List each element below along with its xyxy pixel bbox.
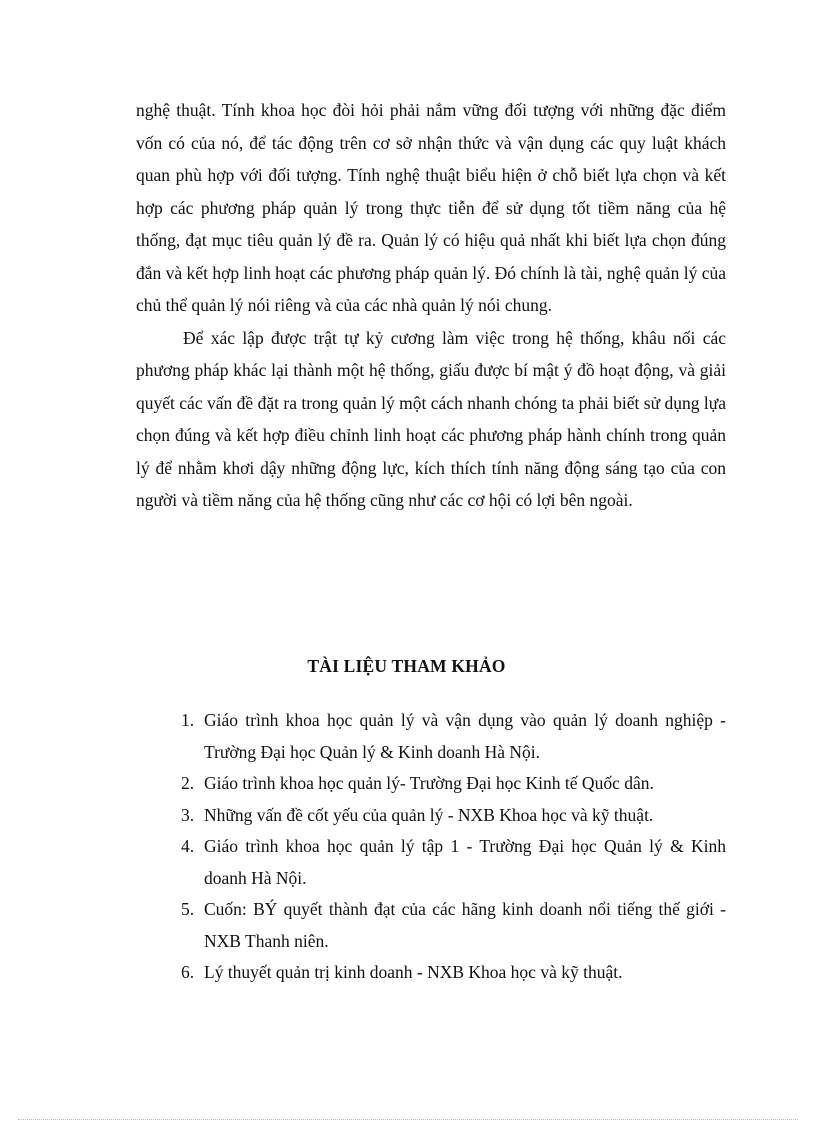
reference-text: Giáo trình khoa học quản lý tập 1 - Trường Đại học Quản lý & Kinh doanh Hà Nội. <box>204 836 726 888</box>
reference-text: Những vấn đề cốt yếu của quản lý - NXB Khoa học và kỹ thuật. <box>204 804 654 825</box>
reference-number: 1. <box>181 710 195 730</box>
page-bottom-divider <box>18 1119 798 1120</box>
reference-number: 6. <box>181 962 195 982</box>
reference-number: 3. <box>181 804 195 825</box>
reference-text: Cuốn: BÝ quyết thành đạt của các hãng kinh doanh nổi tiếng thế giới - NXB Thanh niên. <box>204 899 726 951</box>
references-list <box>181 705 726 989</box>
reference-number: 2. <box>181 773 195 793</box>
paragraph-continuation: nghệ thuật. Tính khoa học đòi hỏi phải nắm vững đối tượng với những đặc điểm vốn có của nó, để tác động trên cơ sở nhận thức và vận dụng các quy luật khách quan phù hợp với đối tượng. Tính nghệ thuật biểu hiện ở chỗ biết lựa chọn và kết hợp các phương pháp quản lý trong thực tiễn để sử dụng tốt tiềm năng của hệ thống, đạt mục tiêu quản lý đề ra. Quản lý có hiệu quả nhất khi biết lựa chọn đúng đắn và kết hợp linh hoạt các phương pháp quản lý. Đó chính là tài, nghệ quản lý của chủ thể quản lý nói riêng và của các nhà quản lý nói chung. <box>136 100 726 315</box>
reference-number: 4. <box>181 836 195 856</box>
body-text <box>136 94 726 517</box>
reference-item <box>181 705 726 768</box>
reference-item <box>181 894 726 957</box>
reference-text: Giáo trình khoa học quản lý- Trường Đại học Kinh tế Quốc dân. <box>204 773 654 793</box>
references-heading: TÀI LIỆU THAM KHẢO <box>307 656 506 676</box>
reference-item <box>181 831 726 894</box>
reference-item <box>181 768 726 800</box>
reference-text: Giáo trình khoa học quản lý và vận dụng vào quản lý doanh nghiệp -Trường Đại học Quản lý & Kinh doanh Hà Nội. <box>204 710 726 762</box>
reference-number: 5. <box>181 899 195 919</box>
reference-text: Lý thuyết quản trị kinh doanh - NXB Khoa học và kỹ thuật. <box>204 962 623 982</box>
paragraph-administrative-methods: Để xác lập được trật tự kỷ cương làm việc trong hệ thống, khâu nối các phương pháp khác lại thành một hệ thống, giấu được bí mật ý đồ hoạt động, và giải quyết các vấn đề đặt ra trong quản lý một cách nhanh chóng ta phải biết sử dụng lựa chọn đúng và kết hợp điều chỉnh linh hoạt các phương pháp hành chính trong quản lý để nhằm khơi dậy những động lực, kích thích tính năng động sáng tạo của con người và tiềm năng của hệ thống cũng như các cơ hội có lợi bên ngoài. <box>136 327 726 510</box>
reference-item <box>181 957 726 989</box>
reference-item <box>181 800 726 832</box>
